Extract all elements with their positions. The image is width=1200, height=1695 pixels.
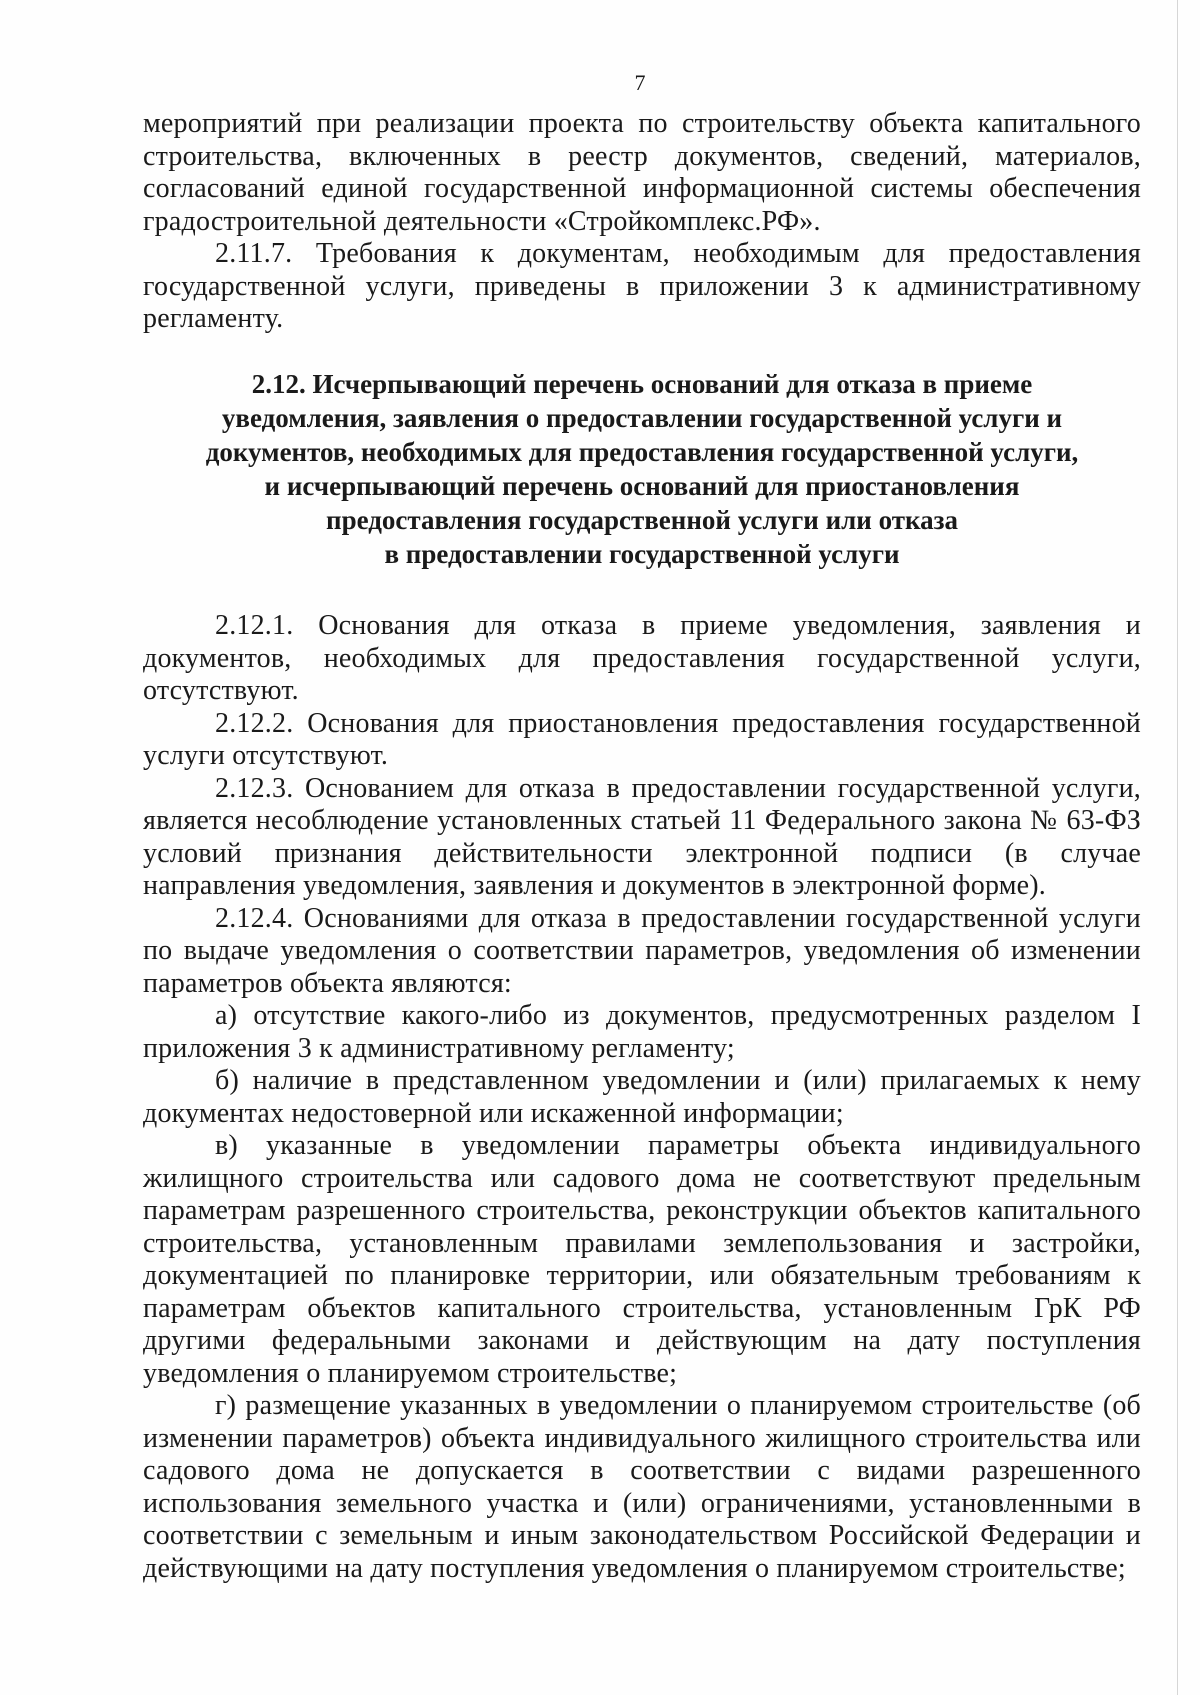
list-item-g: г) размещение указанных в уведомлении о планируемом строительстве (об изменении параметров) объекта индивидуального жилищного строительства или садового дома не допускается в соответствии с видами разрешенного использования земельного участка и (или) ограничениями, установленными в соответствии с земельным и иным законодательством Российской Федерации и действующими на дату поступления уведомления о планируемом строительстве; [143, 1390, 1141, 1584]
section-body [143, 610, 1141, 1585]
heading-line: и исчерпывающий перечень оснований для приостановления [264, 471, 1020, 501]
heading-line: документов, необходимых для предоставления государственной услуги, [205, 437, 1079, 467]
heading-line: уведомления, заявления о предоставлении государственной услуги и [221, 403, 1063, 433]
list-item-b: б) наличие в представленном уведомлении и (или) прилагаемых к нему документах недостоверной или искаженной информации; [143, 1065, 1141, 1129]
paragraph-2-12-1: 2.12.1. Основания для отказа в приеме уведомления, заявления и документов, необходимых для предоставления государственной услуги, отсутствуют. [143, 610, 1141, 706]
paragraph-2-12-3: 2.12.3. Основанием для отказа в предоставлении государственной услуги, является несоблюдение установленных статьей 11 Федерального закона № 63-ФЗ условий признания действительности электронной подписи (в случае направления уведомления, заявления и документов в электронной форме). [143, 772, 1141, 901]
list-item-v: в) указанные в уведомлении параметры объекта индивидуального жилищного строительства или садового дома не соответствуют предельным параметрам разрешенного строительства, реконструкции объектов капитального строительства, установленным правилами землепользования и застройки, документацией по планировке территории, или обязательным требованиям к параметрам объектов капитального строительства, установленным ГрК РФ другими федеральными законами и действующим на дату поступления уведомления о планируемом строительстве; [143, 1130, 1141, 1389]
paragraph-continuation: мероприятий при реализации проекта по строительству объекта капитального строительства, включенных в реестр документов, сведений, материалов, согласований единой государственной информационной системы обеспечения градостроительной деятельности «Стройкомплекс.РФ». [143, 108, 1141, 237]
top-text-block [143, 108, 1141, 336]
paragraph-2-11-7: 2.11.7. Требования к документам, необходимым для предоставления государственной услуги, приведены в приложении 3 к административному регламенту. [143, 238, 1141, 334]
paragraph-2-12-4: 2.12.4. Основаниями для отказа в предоставлении государственной услуги по выдаче уведомления о соответствии параметров, уведомления об изменении параметров объекта являются: [143, 902, 1141, 999]
list-item-a: а) отсутствие какого-либо из документов, предусмотренных разделом I приложения 3 к административному регламенту; [143, 1000, 1141, 1064]
page-number: 7 [634, 70, 646, 95]
heading-line: в предоставлении государственной услуги [384, 539, 900, 569]
heading-line: 2.12. Исчерпывающий перечень оснований для отказа в приеме [251, 369, 1033, 399]
heading-line: предоставления государственной услуги или отказа [326, 505, 958, 535]
paragraph-2-12-2: 2.12.2. Основания для приостановления предоставления государственной услуги отсутствуют. [143, 707, 1141, 771]
section-heading-2-12 [143, 367, 1141, 571]
scan-edge-line [1177, 0, 1178, 1695]
